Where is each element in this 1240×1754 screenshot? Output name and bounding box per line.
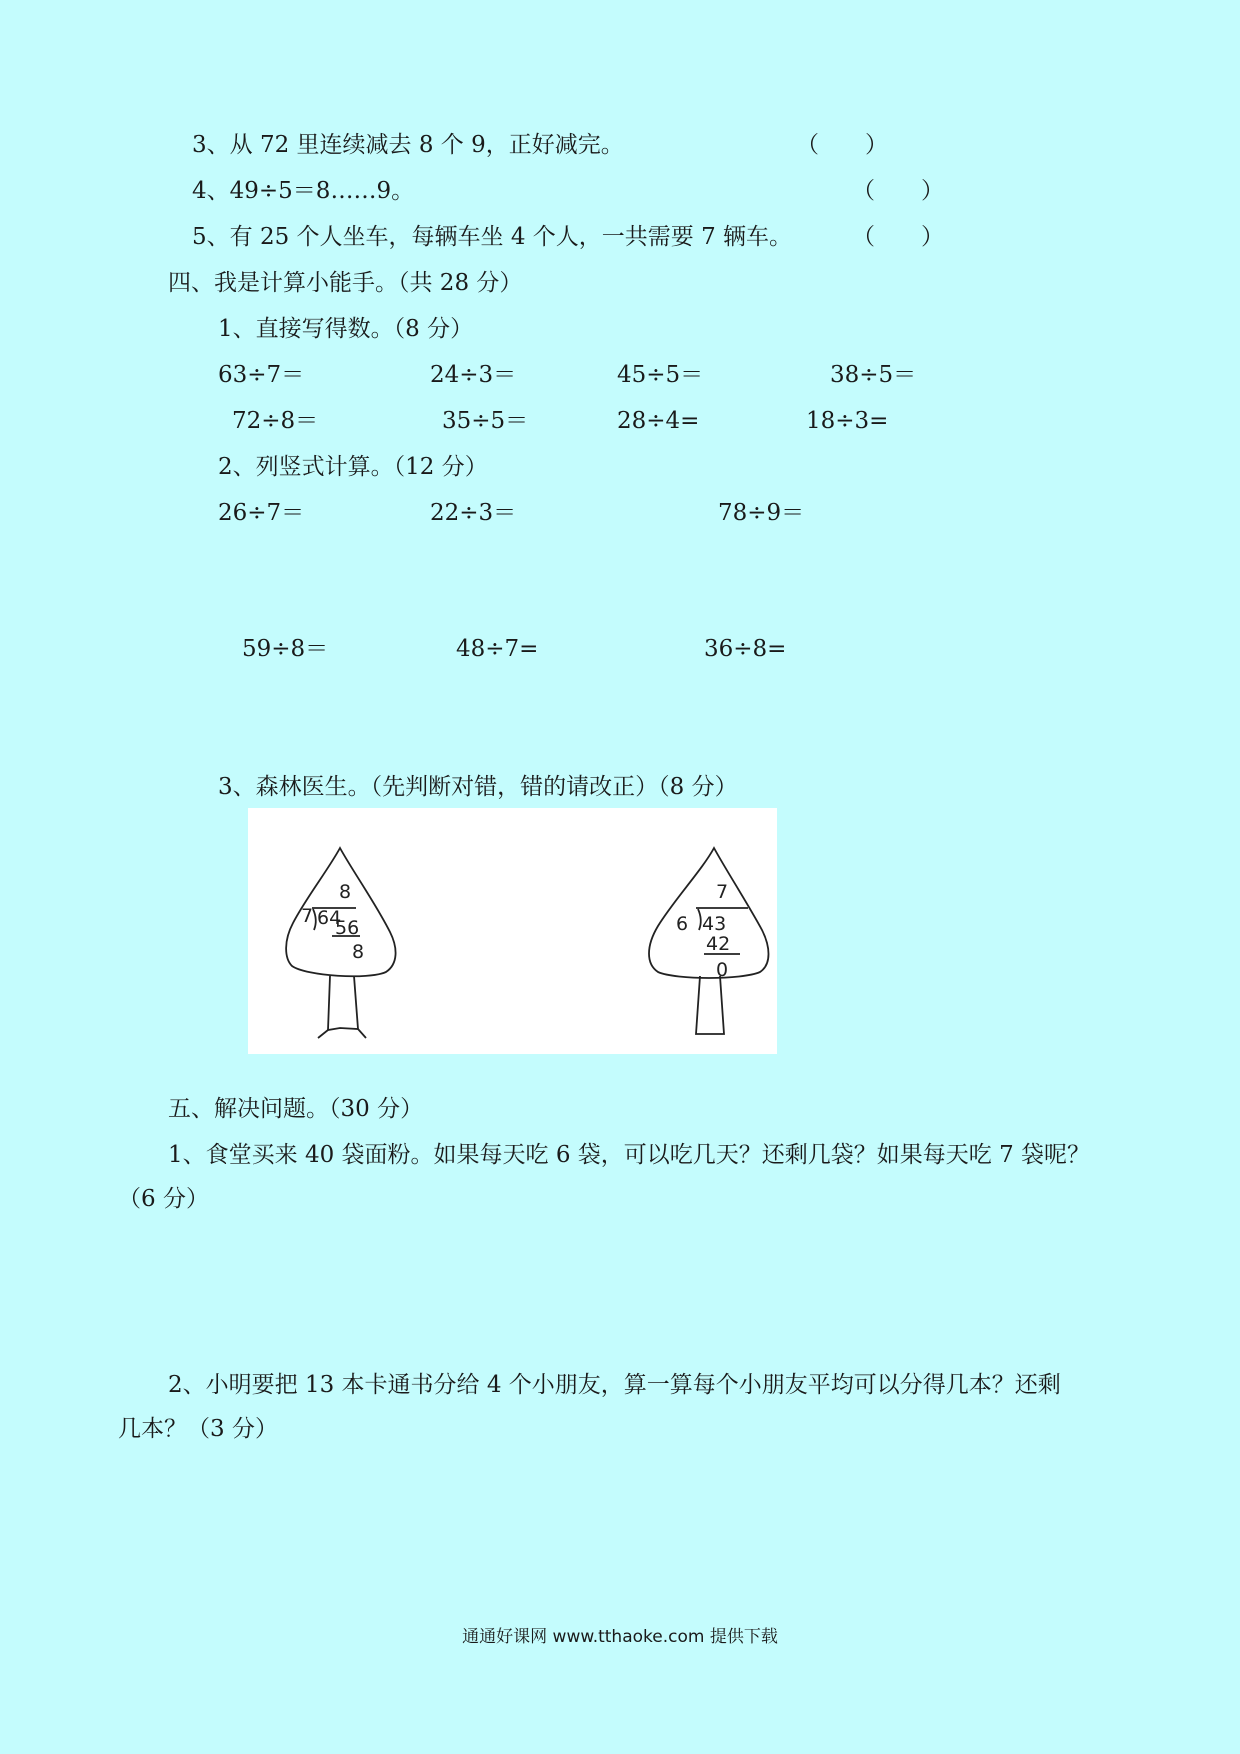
forest-doctor-figure	[248, 808, 777, 1054]
judge-blank-5[interactable]: （ ）	[852, 224, 944, 250]
judge-item-3: 3、从 72 里连续减去 8 个 9，正好减完。	[192, 132, 624, 158]
section4-title: 四、我是计算小能手。（共 28 分）	[168, 270, 523, 296]
judge-blank-4[interactable]: （ ）	[852, 178, 944, 204]
vertical-calc-1: 26÷7＝	[218, 500, 305, 526]
problem-1-line2: （6 分）	[118, 1186, 209, 1212]
problem-1-line1: 1、食堂买来 40 袋面粉。如果每天吃 6 袋，可以吃几天？还剩几袋？如果每天吃 7 袋呢？	[168, 1142, 1091, 1168]
vertical-calc-3: 78÷9＝	[718, 500, 805, 526]
tree2-quotient: 7	[716, 881, 729, 903]
problem-2-line1: 2、小明要把 13 本卡通书分给 4 个小朋友，算一算每个小朋友平均可以分得几本？还剩	[168, 1372, 1061, 1398]
vertical-calc-6: 36÷8=	[704, 636, 787, 662]
trees-illustration	[248, 808, 777, 1054]
oral-calc-5: 72÷8＝	[232, 408, 319, 434]
oral-calc-4: 38÷5＝	[830, 362, 917, 388]
oral-calc-1: 63÷7＝	[218, 362, 305, 388]
section5-title: 五、解决问题。（30 分）	[168, 1096, 424, 1122]
judge-blank-3[interactable]: （ ）	[796, 132, 888, 158]
oral-calc-2: 24÷3＝	[430, 362, 517, 388]
oral-calc-3: 45÷5＝	[617, 362, 704, 388]
judge-item-5: 5、有 25 个人坐车，每辆车坐 4 个人，一共需要 7 辆车。	[192, 224, 793, 250]
tree1-product: 56	[335, 917, 360, 939]
part3-title: 3、森林医生。（先判断对错，错的请改正）（8 分）	[218, 774, 738, 800]
tree2-remainder: 0	[716, 959, 729, 981]
vertical-calc-2: 22÷3＝	[430, 500, 517, 526]
tree1-quotient: 8	[339, 881, 352, 903]
part1-title: 1、直接写得数。（8 分）	[218, 316, 474, 342]
part2-title: 2、列竖式计算。（12 分）	[218, 454, 488, 480]
vertical-calc-4: 59÷8＝	[242, 636, 329, 662]
tree-1	[286, 848, 395, 1038]
tree2-divisor: 6	[676, 913, 689, 935]
tree1-divisor: 7	[301, 905, 314, 927]
tree1-remainder: 8	[352, 941, 365, 963]
tree2-product: 42	[706, 933, 731, 955]
oral-calc-8: 18÷3=	[806, 408, 889, 434]
tree2-dividend: 43	[702, 913, 727, 935]
oral-calc-6: 35÷5＝	[442, 408, 529, 434]
oral-calc-7: 28÷4=	[617, 408, 700, 434]
vertical-calc-5: 48÷7=	[456, 636, 539, 662]
problem-2-line2: 几本？（3 分）	[118, 1416, 278, 1442]
judge-item-4: 4、49÷5＝8……9。	[192, 178, 415, 204]
footer-credit: 通通好课网 www.tthaoke.com 提供下载	[462, 1627, 778, 1647]
tree1-dividend: 64	[317, 907, 342, 929]
